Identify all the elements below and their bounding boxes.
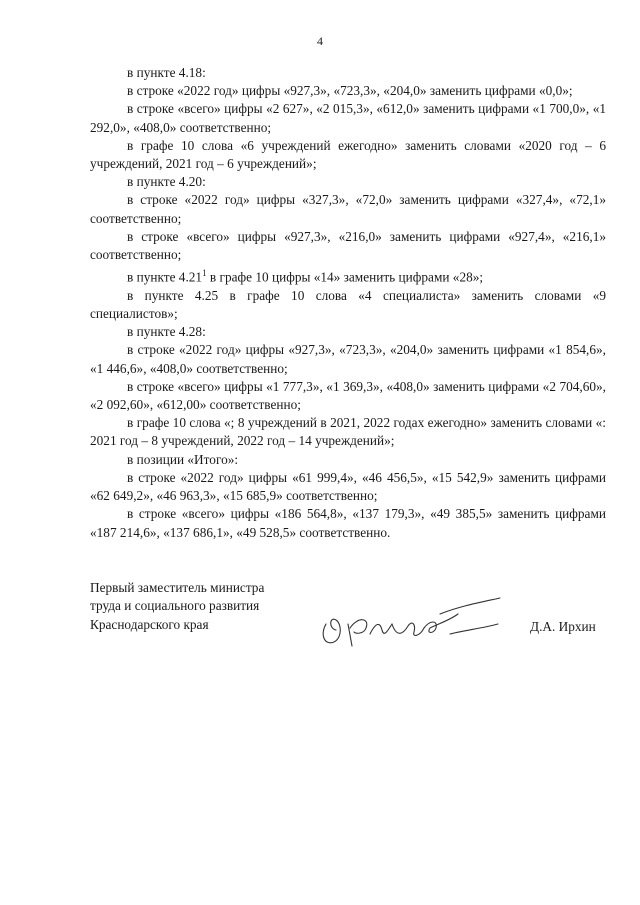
signatory-title-line: Первый заместитель министра	[90, 580, 265, 595]
paragraph: в строке «всего» цифры «186 564,8», «137 179,3», «49 385,5» заменить цифрами «187 214,6», «137 686,1», «49 528,5» соответственно.	[90, 506, 606, 540]
paragraph	[90, 264, 606, 287]
paragraph: в строке «всего» цифры «927,3», «216,0» заменить цифрами «927,4», «216,1» соответственно;	[90, 228, 606, 263]
paragraph-rest: в графе 10 цифры «14» заменить цифрами «28»;	[206, 269, 484, 285]
superscript: 1	[202, 268, 207, 279]
paragraph: в строке «2022 год» цифры «327,3», «72,0» заменить цифрами «327,4», «72,1» соответственно;	[90, 192, 606, 226]
paragraph-lead: в пункте 4.21	[127, 269, 203, 285]
signatory-title-line: труда и социального развития	[90, 598, 260, 614]
paragraph: в пункте 4.18:	[127, 65, 206, 80]
signatory-name: Д.А. Ирхин	[530, 619, 596, 634]
page-number: 4	[317, 34, 323, 48]
handwritten-signature	[318, 594, 508, 654]
paragraph: в строке «2022 год» цифры «927,3», «723,3», «204,0» заменить цифрами «0,0»;	[127, 83, 573, 99]
paragraph: в пункте 4.20:	[127, 174, 206, 190]
paragraph: в графе 10 слова «6 учреждений ежегодно» заменить словами «2020 год – 6 учреждений, 2021 год – 6 учреждений»;	[90, 137, 606, 172]
signatory-title-line: Краснодарского края	[90, 616, 209, 632]
paragraph: в пункте 4.28:	[127, 324, 206, 340]
paragraph: в строке «всего» цифры «2 627», «2 015,3», «612,0» заменить цифрами «1 700,0», «1 292,0», «408,0» соответственно;	[90, 101, 606, 135]
paragraph: в пункте 4.25 в графе 10 слова «4 специалиста» заменить словами «9 специалистов»;	[90, 287, 606, 322]
paragraph: в позиции «Итого»:	[127, 451, 239, 467]
document-body	[90, 64, 606, 542]
paragraph: в строке «2022 год» цифры «927,3», «723,3», «204,0» заменить цифрами «1 854,6», «1 446,6», «408,0» соответственно;	[90, 342, 606, 376]
paragraph: в строке «всего» цифры «1 777,3», «1 369,3», «408,0» заменить цифрами «2 704,60», «2 092,60», «612,00» соответственно;	[90, 378, 606, 413]
paragraph: в строке «2022 год» цифры «61 999,4», «46 456,5», «15 542,9» заменить цифрами «62 649,2», «46 963,3», «15 685,9» соответственно;	[90, 469, 606, 504]
paragraph: в графе 10 слова «; 8 учреждений в 2021, 2022 годах ежегодно» заменить словами «: 2021 год – 8 учреждений, 2022 год – 14 учреждений»;	[90, 415, 606, 449]
